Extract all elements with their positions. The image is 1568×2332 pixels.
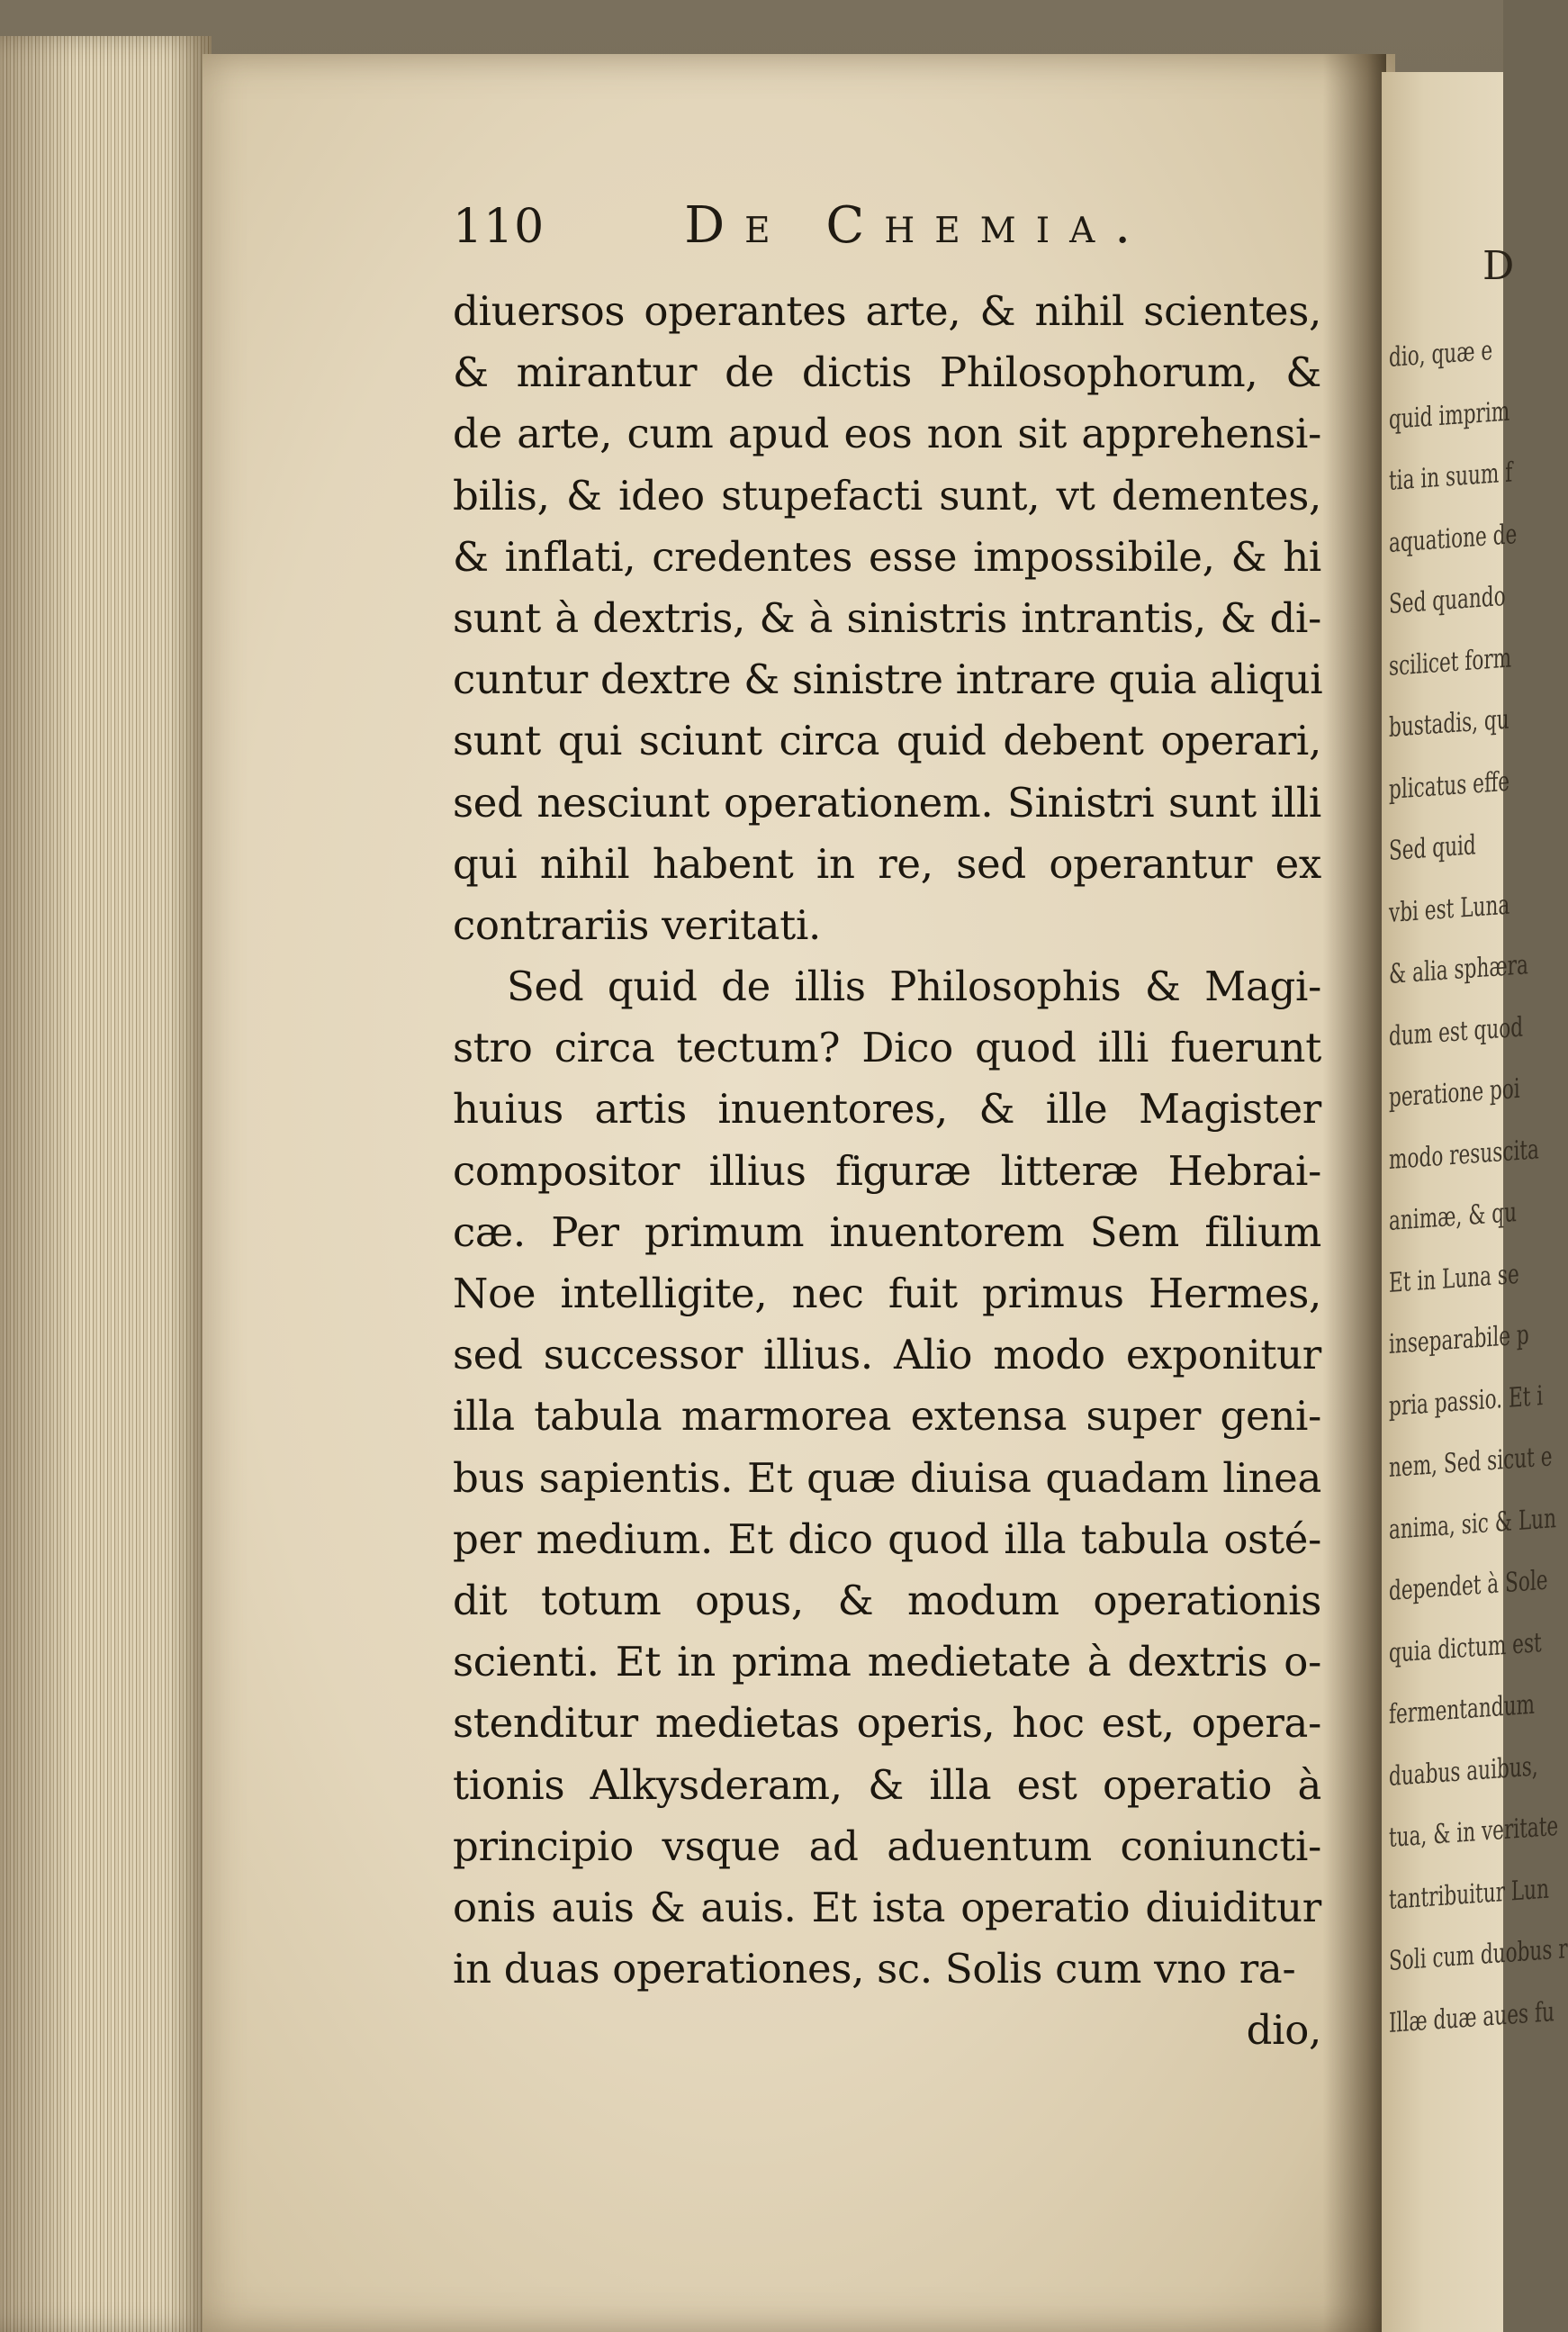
- facing-page: [1382, 72, 1568, 2332]
- facing-running-head: D: [1482, 243, 1517, 289]
- facing-text-line: Sed quid: [1389, 829, 1476, 867]
- text-line: principio vsque ad aduentum coniuncti-: [453, 1821, 1321, 1870]
- text-line: compositor illius figuræ litteræ Hebrai-: [453, 1146, 1321, 1195]
- text-line: stro circa tectum? Dico quod illi fuerunt: [453, 1024, 1321, 1072]
- facing-text-line: dependet à Sole: [1389, 1564, 1548, 1607]
- catchword: dio,: [1246, 2006, 1321, 2055]
- facing-text-line: duabus auibus,: [1389, 1749, 1538, 1793]
- facing-text-line: plicatus effe: [1389, 765, 1510, 806]
- facing-text-line: nem, Sed sicut e: [1389, 1441, 1553, 1484]
- facing-text-line: fermentandum: [1389, 1688, 1535, 1731]
- text-line: onis auis & auis. Et ista operatio diuiditur: [453, 1883, 1321, 1931]
- facing-text-line: modo resuscita: [1389, 1133, 1539, 1176]
- facing-text-line: peratione poi: [1389, 1072, 1520, 1114]
- text-line: Sed quid de illis Philosophis & Magi-: [507, 963, 1321, 1011]
- text-line: qui nihil habent in re, sed operantur ex: [453, 839, 1321, 888]
- facing-text-line: Et in Luna se: [1389, 1258, 1519, 1299]
- text-line: cuntur dextre & sinistre intrare quia aliqui: [453, 655, 1323, 704]
- gutter-shadow: [1323, 54, 1386, 2332]
- facing-text-line: pria passio. Et i: [1389, 1379, 1544, 1423]
- text-line: sunt à dextris, & à sinistris intrantis, & di-: [453, 593, 1321, 642]
- text-line: diuersos operantes arte, & nihil scientes,: [453, 287, 1321, 335]
- facing-text-line: dio, quæ e: [1389, 334, 1493, 374]
- text-line: illa tabula marmorea extensa super geni-: [453, 1392, 1321, 1441]
- facing-text-line: anima, sic & Lun: [1389, 1502, 1557, 1546]
- text-line: contrariis veritati.: [453, 900, 822, 949]
- page-edges: [0, 36, 212, 2332]
- facing-text-line: aquatione de: [1389, 518, 1518, 559]
- text-line: sed nesciunt operationem. Sinistri sunt illi: [453, 778, 1321, 827]
- text-line: bilis, & ideo stupefacti sunt, vt dementes,: [453, 471, 1321, 520]
- facing-text-line: dum est quod: [1389, 1011, 1524, 1053]
- paragraph: [453, 281, 1321, 956]
- text-line: sunt qui sciunt circa quid debent operari,: [453, 717, 1321, 765]
- text-line: de arte, cum apud eos non sit apprehensi-: [453, 410, 1321, 458]
- facing-text-line: quid imprim: [1389, 395, 1510, 436]
- facing-text-line: scilicet form: [1389, 641, 1512, 682]
- text-line: & inflati, credentes esse impossibile, & hi: [453, 532, 1321, 581]
- text-line: in duas operationes, sc. Solis cum vno ra-: [453, 1945, 1296, 1993]
- facing-text-line: tantribuitur Lun: [1389, 1873, 1549, 1916]
- text-line: scienti. Et in prima medietate à dextris o-: [453, 1638, 1321, 1686]
- text-line: & mirantur de dictis Philosophorum, &: [453, 348, 1321, 397]
- running-title: De Chemia.: [684, 196, 1151, 255]
- text-line: cæ. Per primum inuentorem Sem filium: [453, 1207, 1321, 1256]
- facing-text-line: animæ, & qu: [1389, 1197, 1518, 1237]
- facing-text-line: bustadis, qu: [1389, 703, 1509, 744]
- text-line: dit totum opus, & modum operationis: [453, 1576, 1321, 1624]
- facing-text-line: & alia sphæra: [1389, 949, 1528, 990]
- facing-text-line: Soli cum duobus r: [1389, 1933, 1568, 1977]
- text-line: Noe intelligite, nec fuit primus Hermes,: [453, 1270, 1321, 1317]
- page-number: 110: [453, 200, 545, 254]
- text-line: huius artis inuentores, & ille Magister: [453, 1085, 1321, 1134]
- facing-text-line: Sed quando: [1389, 580, 1506, 620]
- text-line: per medium. Et dico quod illa tabula osté-: [453, 1514, 1321, 1563]
- facing-text-line: vbi est Luna: [1389, 889, 1510, 929]
- facing-text-line: inseparabile p: [1389, 1319, 1529, 1360]
- text-line: sed successor illius. Alio modo exponitur: [453, 1331, 1321, 1379]
- running-head: [453, 196, 1150, 259]
- text-line: tionis Alkysderam, & illa est operatio à: [453, 1760, 1321, 1809]
- text-line: bus sapientis. Et quæ diuisa quadam linea: [453, 1453, 1321, 1502]
- body-text: [453, 281, 1321, 2061]
- facing-text-line: tia in suum f: [1389, 456, 1513, 497]
- facing-text-line: tua, & in veritate: [1389, 1810, 1559, 1854]
- facing-text-line: Illæ duæ aues fu: [1389, 1995, 1554, 2039]
- text-line: stenditur medietas operis, hoc est, opera-: [453, 1699, 1321, 1748]
- paragraph: [453, 956, 1321, 2000]
- facing-text-line: quia dictum est: [1389, 1626, 1542, 1669]
